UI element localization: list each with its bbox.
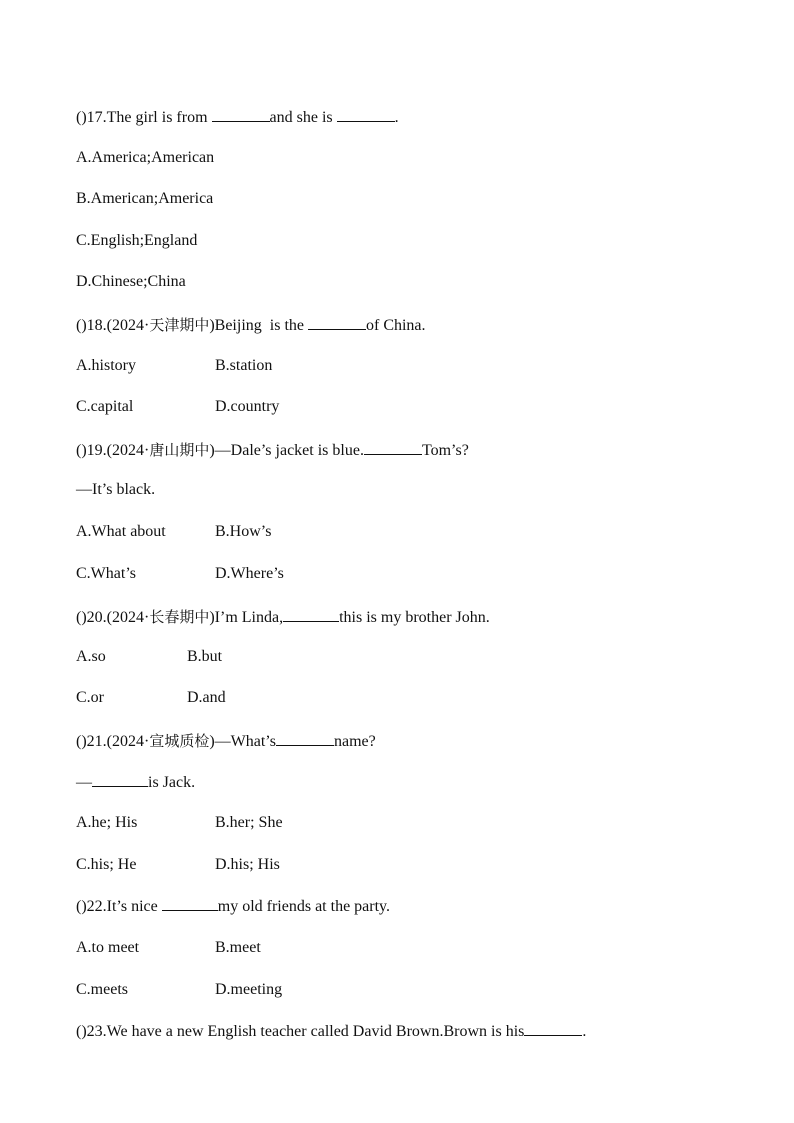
question-source: 唐山期中 <box>149 441 210 459</box>
question-source: 天津期中 <box>149 316 210 334</box>
option-b: B.meet <box>215 939 261 956</box>
question-22-stem: ()22.It’s nice my old friends at the party. <box>76 898 390 915</box>
option-d: D.Where’s <box>215 565 284 582</box>
option-a: A.history <box>76 357 136 374</box>
answer-blank <box>92 772 148 787</box>
option-d: D.his; His <box>215 856 280 873</box>
option-d: D.country <box>215 398 280 415</box>
option-b: B.her; She <box>215 814 283 831</box>
option-b: B.American;America <box>76 190 214 207</box>
question-21-stem: ()21.(2024·宣城质检)—What’s name? <box>76 732 376 750</box>
question-21-reply: — is Jack. <box>76 774 196 791</box>
option-d: D.Chinese;China <box>76 273 186 290</box>
option-c: C.capital <box>76 398 134 415</box>
option-d: D.and <box>187 689 226 706</box>
option-c: C.his; He <box>76 856 137 873</box>
option-b: B.station <box>215 357 273 374</box>
option-b: B.but <box>187 648 223 665</box>
option-a: A.What about <box>76 523 166 540</box>
question-source: 长春期中 <box>149 608 210 626</box>
answer-blank <box>162 896 218 911</box>
option-a: A.he; His <box>76 814 138 831</box>
question-19-stem: ()19.(2024·唐山期中)—Dale’s jacket is blue. Tom’s? <box>76 441 469 459</box>
option-b: B.How’s <box>215 523 272 540</box>
option-c: C.English;England <box>76 232 198 249</box>
option-d: D.meeting <box>215 981 283 998</box>
option-a: A.America;American <box>76 149 215 166</box>
option-c: C.meets <box>76 981 128 998</box>
question-18-stem: ()18.(2024·天津期中)Beijing is the of China. <box>76 316 426 334</box>
question-17-stem: ()17.The girl is from and she is . <box>76 109 399 126</box>
answer-blank <box>364 440 422 455</box>
option-c: C.or <box>76 689 104 706</box>
question-23-stem: ()23.We have a new English teacher called David Brown.Brown is his . <box>76 1023 587 1040</box>
answer-blank <box>524 1021 582 1036</box>
option-c: C.What’s <box>76 565 136 582</box>
answer-blank <box>283 607 339 622</box>
answer-blank <box>276 731 334 746</box>
question-source: 宣城质检 <box>149 732 210 750</box>
option-a: A.to meet <box>76 939 140 956</box>
answer-blank <box>308 315 366 330</box>
answer-blank <box>337 107 395 122</box>
question-19-reply: —It’s black. <box>76 481 156 498</box>
question-20-stem: ()20.(2024·长春期中)I’m Linda, this is my brother John. <box>76 608 490 626</box>
option-a: A.so <box>76 648 106 665</box>
answer-blank <box>212 107 270 122</box>
